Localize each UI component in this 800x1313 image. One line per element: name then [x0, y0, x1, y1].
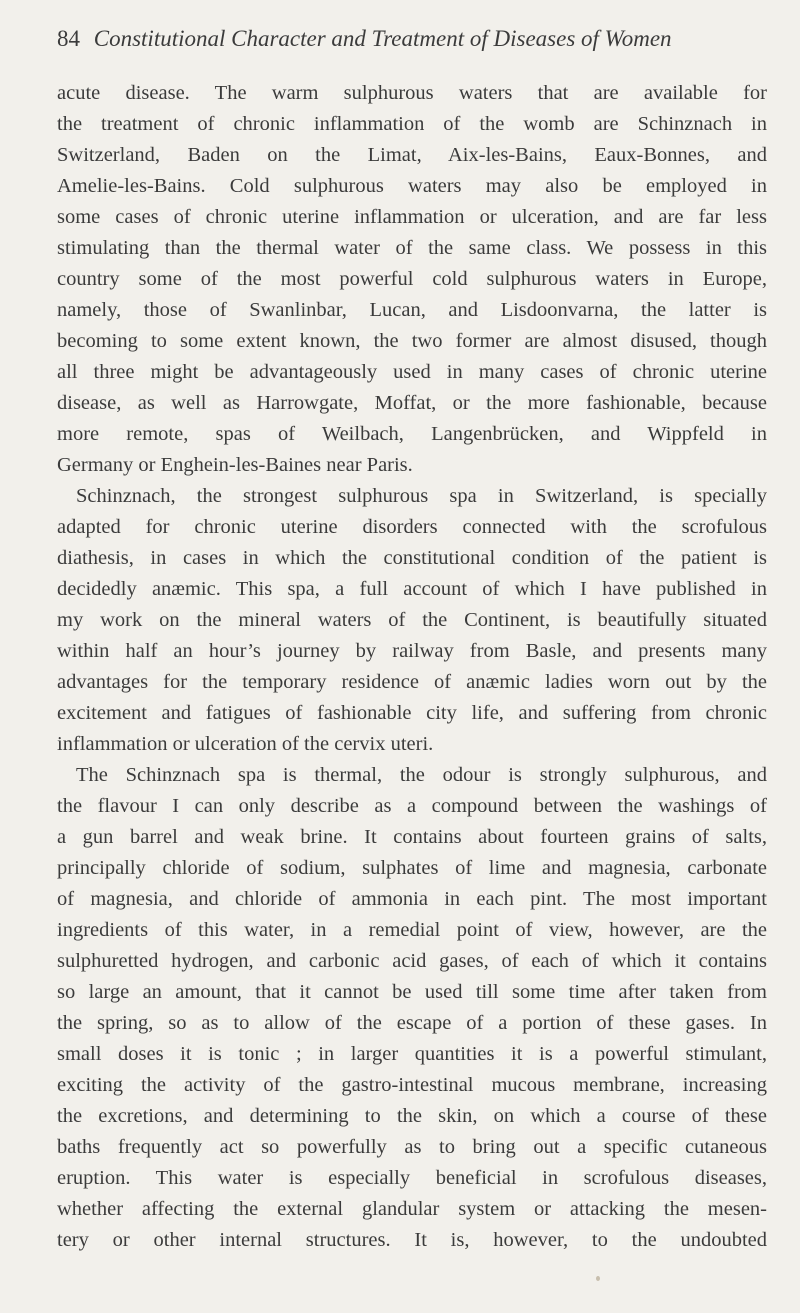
- text-line: Amelie-les-Bains. Cold sulphurous waters may also be employed in: [57, 175, 767, 197]
- text-line: sulphuretted hydrogen, and carbonic acid gases, of each of which it contains: [57, 950, 767, 972]
- text-line: baths frequently act so powerfully as to bring out a specific cutaneous: [57, 1136, 767, 1158]
- text-line: of magnesia, and chloride of ammonia in each pint. The most important: [57, 888, 767, 910]
- text-line: small doses it is tonic ; in larger quantities it is a powerful stimulant,: [57, 1043, 767, 1065]
- text-line: a gun barrel and weak brine. It contains about fourteen grains of salts,: [57, 826, 767, 848]
- text-line: inflammation or ulceration of the cervix uteri.: [57, 733, 434, 755]
- text-line: excitement and fatigues of fashionable city life, and suffering from chronic: [57, 702, 767, 724]
- text-line: eruption. This water is especially beneficial in scrofulous diseases,: [57, 1167, 767, 1189]
- text-line: namely, those of Swanlinbar, Lucan, and Lisdoonvarna, the latter is: [57, 299, 767, 321]
- text-line: acute disease. The warm sulphurous waters that are available for: [57, 82, 767, 104]
- text-line: The Schinznach spa is thermal, the odour is strongly sulphurous, and: [76, 764, 767, 786]
- text-line: whether affecting the external glandular system or attacking the mesen-: [57, 1198, 767, 1220]
- text-line: the excretions, and determining to the skin, on which a course of these: [57, 1105, 767, 1127]
- text-line: the spring, so as to allow of the escape of a portion of these gases. In: [57, 1012, 767, 1034]
- text-line: Germany or Enghein-les-Baines near Paris.: [57, 454, 413, 476]
- text-line: more remote, spas of Weilbach, Langenbrücken, and Wippfeld in: [57, 423, 767, 445]
- text-line: some cases of chronic uterine inflammation or ulceration, and are far less: [57, 206, 767, 228]
- running-title: Constitutional Character and Treatment of Diseases of Women: [93, 26, 672, 51]
- text-line: diathesis, in cases in which the constitutional condition of the patient is: [57, 547, 767, 569]
- text-line: becoming to some extent known, the two former are almost disused, though: [57, 330, 767, 352]
- text-line: adapted for chronic uterine disorders connected with the scrofulous: [57, 516, 767, 538]
- text-line: exciting the activity of the gastro-intestinal mucous membrane, increasing: [57, 1074, 767, 1096]
- page-number: 84: [57, 26, 80, 51]
- text-line: Switzerland, Baden on the Limat, Aix-les-Bains, Eaux-Bonnes, and: [57, 144, 767, 166]
- text-line: decidedly anæmic. This spa, a full account of which I have published in: [57, 578, 767, 600]
- running-header: [57, 26, 767, 52]
- text-line: principally chloride of sodium, sulphates of lime and magnesia, carbonate: [57, 857, 767, 879]
- text-line: stimulating than the thermal water of the same class. We possess in this: [57, 237, 767, 259]
- text-line: ingredients of this water, in a remedial point of view, however, are the: [57, 919, 767, 941]
- text-line: Schinznach, the strongest sulphurous spa in Switzerland, is specially: [76, 485, 767, 507]
- text-line: tery or other internal structures. It is, however, to the undoubted: [57, 1229, 767, 1251]
- text-line: within half an hour’s journey by railway from Basle, and presents many: [57, 640, 767, 662]
- paper-speck: [596, 1276, 600, 1281]
- page-body-text: [57, 78, 767, 1256]
- text-line: so large an amount, that it cannot be used till some time after taken from: [57, 981, 767, 1003]
- text-line: all three might be advantageously used in many cases of chronic uterine: [57, 361, 767, 383]
- text-line: the flavour I can only describe as a compound between the washings of: [57, 795, 767, 817]
- text-line: country some of the most powerful cold sulphurous waters in Europe,: [57, 268, 767, 290]
- text-line: advantages for the temporary residence of anæmic ladies worn out by the: [57, 671, 767, 693]
- text-line: my work on the mineral waters of the Continent, is beautifully situated: [57, 609, 767, 631]
- text-line: disease, as well as Harrowgate, Moffat, or the more fashionable, because: [57, 392, 767, 414]
- text-line: the treatment of chronic inflammation of the womb are Schinznach in: [57, 113, 767, 135]
